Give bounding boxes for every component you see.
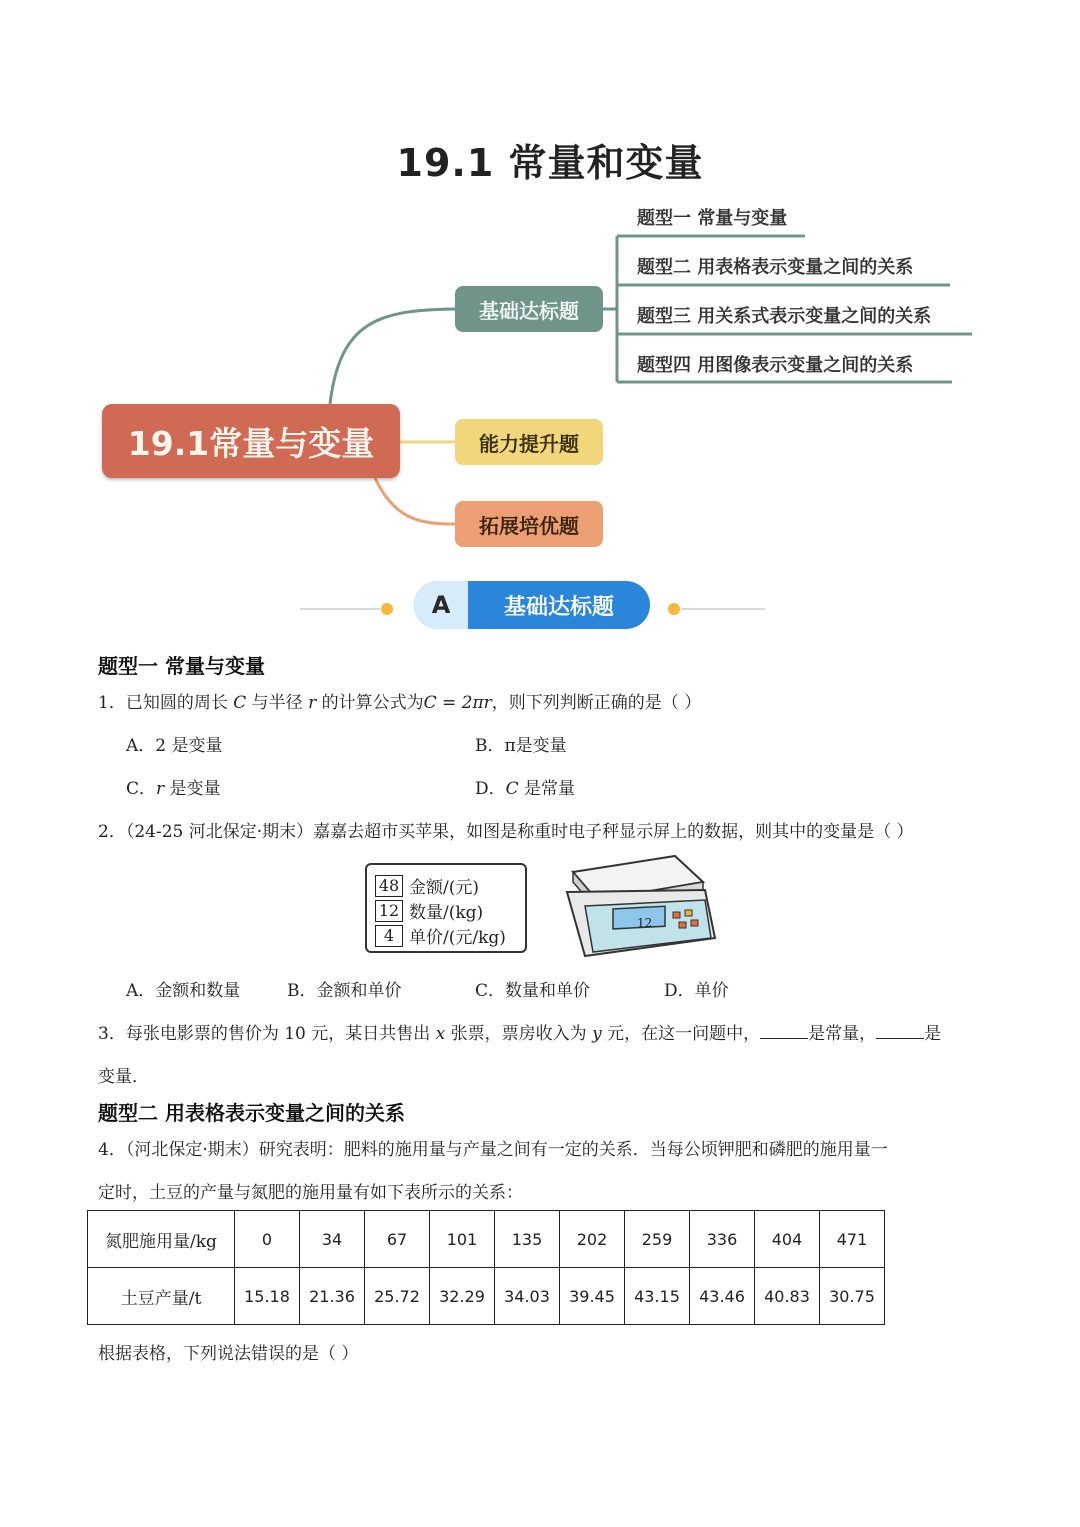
q3-text-a: 3．每张电影票的售价为 10 元，某日共售出 <box>98 1024 436 1044</box>
panel-num-amount: 48 <box>375 875 403 897</box>
q3-text-e: 是 <box>924 1024 942 1044</box>
panel-row-amount <box>375 873 479 898</box>
table-header-yield: 土豆产量/t <box>88 1268 235 1325</box>
table-cell: 34 <box>300 1211 365 1268</box>
banner-text: 基础达标题 <box>503 594 614 620</box>
q1-option-d-label: D． <box>475 779 506 799</box>
q1-option-b: B．π是变量 <box>475 736 567 756</box>
q1-option-c <box>126 774 221 799</box>
banner-dot-left <box>381 603 393 615</box>
table-row <box>88 1268 885 1325</box>
table-cell: 259 <box>625 1211 690 1268</box>
panel-label-amount: 金额/(元) <box>409 878 479 898</box>
question-3 <box>98 1019 941 1044</box>
panel-row-weight <box>375 898 483 923</box>
q2-option-d: D．单价 <box>664 981 729 1001</box>
table-cell: 32.29 <box>430 1268 495 1325</box>
scale-button-3 <box>679 922 686 928</box>
question-4-line2: 定时，土豆的产量与氮肥的施用量有如下表所示的关系： <box>98 1183 523 1203</box>
mindmap-branch-basic: 基础达标题 <box>455 286 603 332</box>
banner-letter: A <box>414 581 468 629</box>
q2-option-b: B．金额和单价 <box>287 981 402 1001</box>
question-4-after: 根据表格，下列说法错误的是（ ） <box>98 1344 359 1364</box>
q1-formula: C = 2πr <box>423 693 492 713</box>
fertilizer-yield-table <box>87 1210 885 1325</box>
table-header-fertilizer: 氮肥施用量/kg <box>88 1211 235 1268</box>
q3-text-c: 元，在这一问题中， <box>601 1024 761 1044</box>
section-banner <box>414 581 650 629</box>
table-cell: 336 <box>690 1211 755 1268</box>
table-cell: 39.45 <box>560 1268 625 1325</box>
table-cell: 101 <box>430 1211 495 1268</box>
table-cell: 30.75 <box>820 1268 885 1325</box>
page-title: 19.1 常量和变量 <box>396 141 704 185</box>
q3-blank-1[interactable] <box>760 1024 808 1039</box>
q1-option-c-text: 是变量 <box>164 779 221 799</box>
q2-option-a: A．金额和数量 <box>126 981 241 1001</box>
q2-option-c: C．数量和单价 <box>475 981 591 1001</box>
scale-button-1 <box>673 912 680 918</box>
table-row <box>88 1211 885 1268</box>
connector-basic <box>330 309 455 404</box>
q1-option-d-var: C <box>505 779 519 799</box>
table-cell: 404 <box>755 1211 820 1268</box>
q3-var-y: y <box>592 1024 602 1044</box>
electronic-scale-image <box>555 852 720 960</box>
table-cell: 202 <box>560 1211 625 1268</box>
q1-option-c-label: C． <box>126 779 157 799</box>
table-cell: 135 <box>495 1211 560 1268</box>
q3-var-x: x <box>435 1024 446 1044</box>
q1-var-r: r <box>308 693 317 713</box>
q1-option-d-text: 是常量 <box>518 779 576 799</box>
q3-text-b: 张票，票房收入为 <box>445 1024 593 1044</box>
q1-text-c: 的计算公式为 <box>316 693 424 713</box>
mindmap-leaf-4: 题型四 用图像表示变量之间的关系 <box>637 355 914 376</box>
q3-text-d: 是常量， <box>808 1024 877 1044</box>
table-cell: 25.72 <box>365 1268 430 1325</box>
table-cell: 0 <box>235 1211 300 1268</box>
table-cell: 471 <box>820 1211 885 1268</box>
panel-num-price: 4 <box>375 925 403 947</box>
table-cell: 15.18 <box>235 1268 300 1325</box>
table-cell: 43.46 <box>690 1268 755 1325</box>
panel-row-price <box>375 923 506 948</box>
mindmap-root: 19.1常量与变量 <box>102 404 400 478</box>
table-cell: 67 <box>365 1211 430 1268</box>
panel-label-weight: 数量/(kg) <box>409 903 484 923</box>
q1-option-c-var: r <box>156 779 165 799</box>
q1-option-d <box>475 774 575 799</box>
scale-screen-value: 12 <box>637 916 653 930</box>
connector-extend <box>375 478 455 524</box>
q1-text-a: 1．已知圆的周长 <box>98 693 234 713</box>
q1-text-d: ，则下列判断正确的是（ ） <box>491 693 702 713</box>
section-heading-1: 题型一 常量与变量 <box>98 654 265 678</box>
question-3-line2: 变量． <box>98 1067 149 1087</box>
table-cell: 34.03 <box>495 1268 560 1325</box>
mindmap-leaf-2: 题型二 用表格表示变量之间的关系 <box>637 257 914 278</box>
mindmap-leaf-3: 题型三 用关系式表示变量之间的关系 <box>637 306 932 327</box>
scale-button-4 <box>691 920 698 926</box>
panel-label-price: 单价/(元/kg) <box>409 928 506 948</box>
table-cell: 43.15 <box>625 1268 690 1325</box>
q1-text-b: 与半径 <box>246 693 309 713</box>
mindmap-leaf-1: 题型一 常量与变量 <box>637 208 788 229</box>
question-4-line1: 4．（河北保定·期末）研究表明：肥料的施用量与产量之间有一定的关系．当每公顷钾肥和磷肥的施用量一 <box>98 1140 888 1160</box>
q1-option-a: A．2 是变量 <box>126 736 223 756</box>
question-1 <box>98 688 701 713</box>
q1-var-c: C <box>233 693 247 713</box>
section-heading-2: 题型二 用表格表示变量之间的关系 <box>98 1101 405 1125</box>
banner-dot-right <box>668 603 680 615</box>
question-2: 2．（24-25 河北保定·期末）嘉嘉去超市买苹果，如图是称重时电子秤显示屏上的数据，则其中的变量是（ ） <box>98 822 914 842</box>
table-cell: 21.36 <box>300 1268 365 1325</box>
q3-blank-2[interactable] <box>876 1024 924 1039</box>
table-cell: 40.83 <box>755 1268 820 1325</box>
mindmap-branch-ability: 能力提升题 <box>455 419 603 465</box>
scale-button-2 <box>685 910 692 916</box>
mindmap-branch-extend: 拓展培优题 <box>455 501 603 547</box>
panel-num-weight: 12 <box>375 900 403 922</box>
scale-display-panel <box>365 863 527 953</box>
